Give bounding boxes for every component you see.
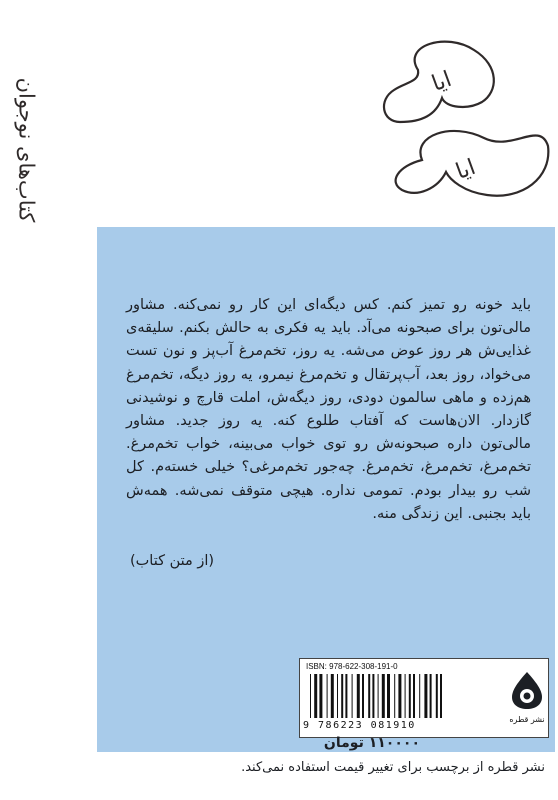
barcode-bar xyxy=(424,674,427,718)
barcode-bar xyxy=(440,674,442,718)
barcode-bar xyxy=(319,674,322,718)
barcode-number: 9 786223 081910 xyxy=(303,720,416,731)
barcode-bar xyxy=(382,674,385,718)
barcode-bar xyxy=(310,674,311,718)
barcode-bar xyxy=(409,674,411,718)
barcode-bar xyxy=(394,674,395,718)
barcode-bar xyxy=(352,674,353,718)
barcode-bar xyxy=(405,674,406,718)
barcode-bar xyxy=(362,674,364,718)
barcode-bar xyxy=(398,674,401,718)
publisher-logo-doodle xyxy=(372,30,550,210)
logo-lettering-2: ایا xyxy=(452,154,479,185)
publisher-logo-icon xyxy=(510,670,544,710)
publisher-name: نشر قطره xyxy=(509,715,545,724)
barcode-bar xyxy=(341,674,343,718)
price: ۱۱۰۰۰۰ تومان xyxy=(323,735,420,751)
isbn-text: ISBN: 978-622-308-191-0 xyxy=(306,662,398,671)
barcode-bar xyxy=(337,674,338,718)
barcode-bar xyxy=(387,674,390,718)
barcode-bar xyxy=(419,674,420,718)
blurb-text xyxy=(126,294,531,526)
barcode-bar xyxy=(331,674,334,718)
price-notice: نشر قطره از برچسب برای تغییر قیمت استفاده نمی‌کند. xyxy=(241,760,545,775)
barcode-bar xyxy=(436,674,438,718)
barcode-bar xyxy=(413,674,415,718)
barcode-bar xyxy=(378,674,379,718)
barcode-bar xyxy=(430,674,432,718)
series-title-text: کتاب‌های نوجوان xyxy=(14,77,38,223)
barcode-bar xyxy=(327,674,328,718)
barcode-bar xyxy=(357,674,360,718)
barcode-bar xyxy=(368,674,370,718)
barcode-bar xyxy=(345,674,347,718)
barcode-bar xyxy=(314,674,317,718)
barcode xyxy=(308,674,503,718)
source-note: (از متن کتاب) xyxy=(130,553,215,569)
blurb-paragraph: باید خونه رو تمیز کنم. کس دیگه‌ای این کار رو نمی‌کنه. مشاور مالی‌تون برای صبحونه می‌آد. باید یه فکری به حالش بکنم. سلیقه‌ی غذایی‌ش هر روز عوض می‌شه. یه روز، تخم‌مرغ آب‌پز و نون تست می‌خواد، روز بعد، آب‌پرتقال و تخم‌مرغ نیمرو، یه روز دیگه، تخم‌مرغ هم‌زده و ماهی سالمون دودی، روز دیگه‌ش، املت قارچ و نوشیدنی گازدار. الان‌هاست که آفتاب طلوع کنه. یه روز جدید. مشاور مالی‌تون داره صبحونه‌ش رو توی خواب می‌بینه، خواب تخم‌مرغ. تخم‌مرغ، تخم‌مرغ، تخم‌مرغ. چه‌جور تخم‌مرغی؟ خیلی خسته‌م. کل شب رو بیدار بودم. تمومی نداره. هیچی متوقف نمی‌شه. همه‌ش باید بجنبی. این زندگی منه. xyxy=(126,297,531,522)
barcode-box xyxy=(299,658,549,738)
series-title xyxy=(2,0,50,300)
logo-lettering-1: ایا xyxy=(428,66,455,97)
barcode-bar xyxy=(372,674,374,718)
